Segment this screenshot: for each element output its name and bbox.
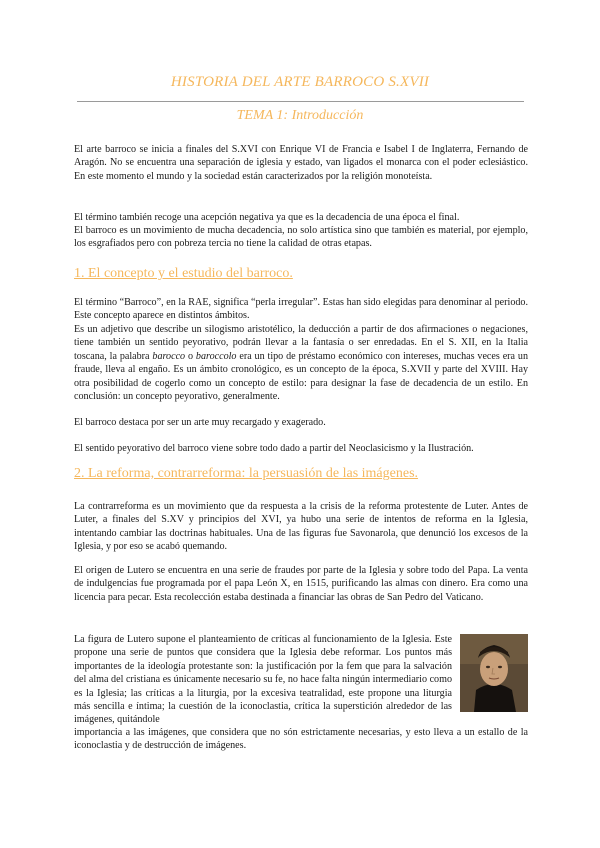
section-2-paragraph-1: La contrarreforma es un movimiento que da respuesta a la crisis de la reforma protestente de Luter. Antes de Luter, a finales del S.XV y principios del XVI, ya hubo una serie de intentos de reforma en la Iglesia, intentando cambiar las doctrinas habituales. Una de las figuras fue Savonarola, que denunció los excesos de la Iglesia, y por eso se acabó quemando. <box>74 501 528 553</box>
section-1-paragraph-1b <box>74 323 528 403</box>
section-1-paragraph-3: El sentido peyorativo del barroco viene sobre todo dado a partir del Neoclasicismo y la Ilustración. <box>74 443 474 454</box>
section-2-paragraph-4: importancia a las imágenes, que considera que no són estrictamente necesarias, y esto lleva a un estallo de la iconoclastia y de destrucción de imágenes. <box>74 727 528 752</box>
luther-portrait-image <box>460 634 528 712</box>
portrait-illustration <box>460 634 528 712</box>
section-1-heading: 1. El concepto y el estudio del barroco. <box>74 266 293 281</box>
page-subtitle: TEMA 1: Introducción <box>236 108 364 123</box>
paragraph-text: era un tipo de préstamo económico con intereses, muchas veces era un fraude, lleva al engaño. Es un ámbito cronológico, es un concepto de la época, S.XVII y parte del XVIII. Hay otra posibilidad de cogerlo como un concepto de estilo: para designar la fase de decadencia de un estilo. En conclusión: un concepto peyorativo, generalmente. <box>74 350 528 403</box>
intro-paragraph-1: El arte barroco se inicia a finales del S.XVI con Enrique VI de Francia e Isabel I de Inglaterra, Fernando de Aragón. No se encuentra una separación de iglesia y estado, van ligados el monarca con el poder eclesiástico. En este momento el mundo y la sociedad están caracterizados por la religión monoteísta. <box>74 144 528 182</box>
section-1-paragraph-1a: El término “Barroco”, en la RAE, significa “perla irregular”. Estas han sido elegidas para denominar al periodo. Este concepto aparece en distintos ámbitos. <box>74 297 528 322</box>
intro-paragraph-2b: El barroco es un movimiento de mucha decadencia, no solo artística sino que también es material, por ejemplo, los esgrafiados pero con pobreza tercia no tiene la calidad de otras etapas. <box>74 225 528 250</box>
section-2-paragraph-2: El origen de Lutero se encuentra en una serie de fraudes por parte de la Iglesia y sobre todo del Papa. La venta de indulgencias fue programada por el papa León X, en 1515, purificando las almas con dinero. Era como una licencia para pecar. Esta recolección estaba destinada a financiar las obras de San Pedro del Vaticano. <box>74 565 528 603</box>
paragraph-text: Es un adjetivo que describe un silogismo aristotélico, la deducción a partir de dos afirmaciones o negaciones, tiene también un sentido peyorativo, podrán llevar a la fantasía o ser enredadas. En el S. XII, en la Italia toscana, la palabra <box>74 324 528 362</box>
page-title: HISTORIA DEL ARTE BARROCO S.XVII <box>170 74 430 90</box>
term-baroccolo: baroccolo <box>195 350 237 362</box>
title-divider <box>77 101 524 102</box>
paragraph-text: o <box>185 350 196 362</box>
term-barocco: barocco <box>152 350 186 362</box>
intro-paragraph-2a: El término también recoge una acepción negativa ya que es la decadencia de una época el final. <box>74 212 460 223</box>
section-2-heading: 2. La reforma, contrarreforma: la persuasión de las imágenes. <box>74 466 419 481</box>
section-2-paragraph-3: La figura de Lutero supone el planteamiento de críticas al funcionamiento de la Iglesia. Este propone una serie de puntos que considera que la Iglesia debe reformar. Los puntos más importantes de la ideología protestante son: la justificación por la fem que para la salvación del alma del cristiana es únicamente necesario su fe, no hace falta ningún intermediario como es la Iglesia; las críticas a la liturgia, por la excesiva teatralidad, este propone una liturgia más sencilla e íntima; la cuestión de la iconoclastia, crítica la superstición alrededor de las imágenes, quitándole <box>74 634 452 726</box>
section-1-paragraph-2: El barroco destaca por ser un arte muy recargado y exagerado. <box>74 417 326 428</box>
